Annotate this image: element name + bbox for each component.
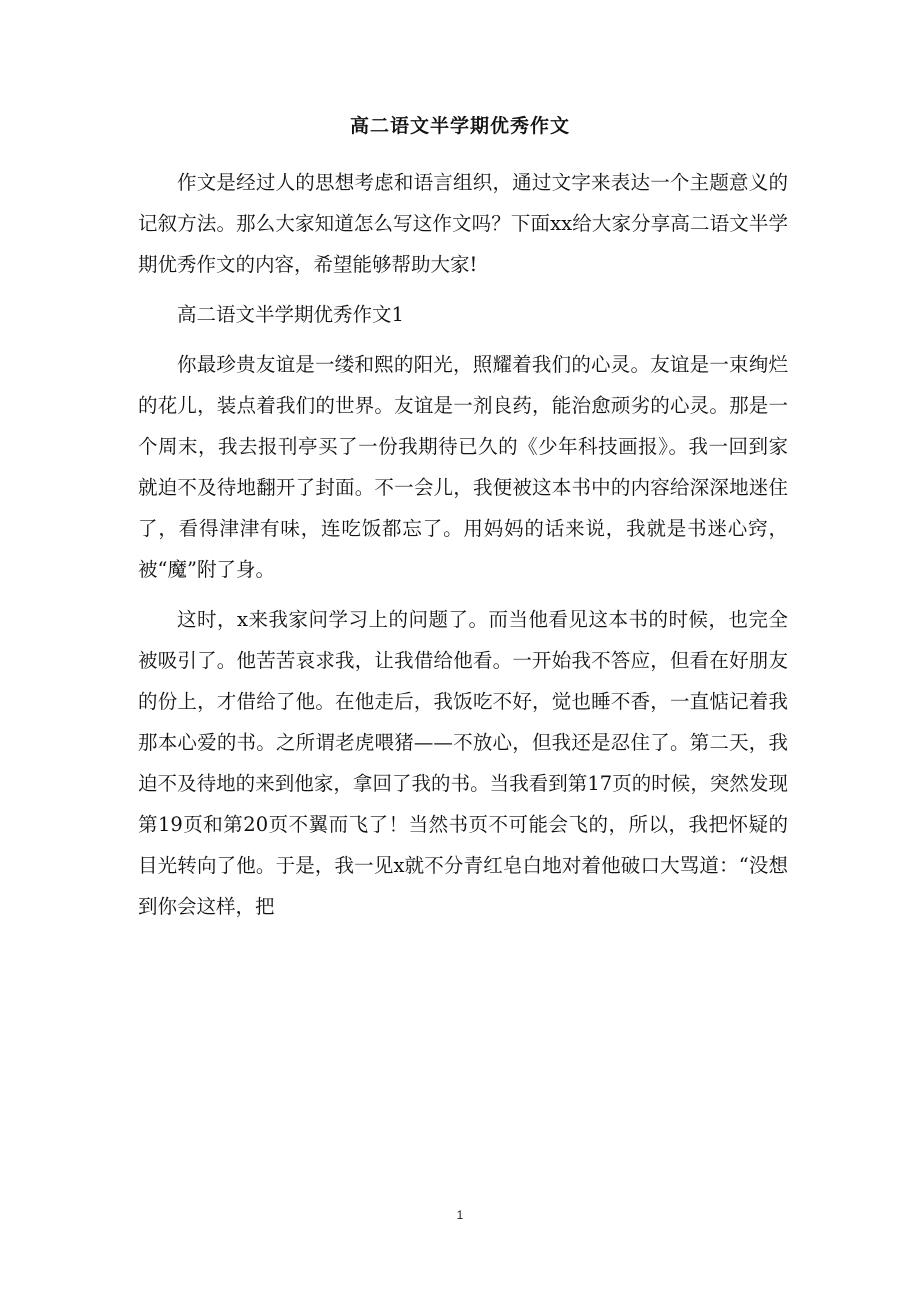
- intro-paragraph: 作文是经过人的思想考虑和语言组织，通过文字来表达一个主题意义的记叙方法。那么大家知道怎么写这作文吗？下面xx给大家分享高二语文半学期优秀作文的内容，希望能够帮助大家!: [138, 171, 788, 276]
- paragraph-gap: [138, 335, 788, 344]
- essay-heading: 高二语文半学期优秀作文1: [177, 303, 404, 326]
- essay-paragraph: 这时，x来我家问学习上的问题了。而当他看见这本书的时候，也完全被吸引了。他苦苦哀求我，让我借给他看。一开始我不答应，但看在好朋友的份上，才借给了他。在他走后，我饭吃不好，觉也睡不香，一直惦记着我那本心爱的书。之所谓老虎喂猪——不放心，但我还是忍住了。第二天，我迫不及待地的来到他家，拿回了我的书。当我看到第17页的时候，突然发现第19页和第20页不翼而飞了！当然书页不可能会飞的，所以，我把怀疑的目光转向了他。于是，我一见x就不分青红皂白地对着他破口大骂道：“没想到你会这样，把: [138, 608, 788, 918]
- page-number: 1: [456, 1208, 464, 1222]
- document-title: 高二语文半学期优秀作文: [349, 115, 570, 137]
- document-body: [138, 162, 788, 927]
- essay-paragraph: 你最珍贵友谊是一缕和熙的阳光，照耀着我们的心灵。友谊是一束绚烂的花儿，装点着我们的世界。友谊是一剂良药，能治愈顽劣的心灵。那是一个周末，我去报刊亭买了一份我期待已久的《少年科技画报》。我一回到家就迫不及待地翻开了封面。不一会儿，我便被这本书中的内容给深深地迷住了，看得津津有味，连吃饭都忘了。用妈妈的话来说，我就是书迷心窍，被“魔”附了身。: [138, 353, 788, 581]
- paragraph-gap: [138, 285, 788, 294]
- paragraph-gap: [138, 590, 788, 599]
